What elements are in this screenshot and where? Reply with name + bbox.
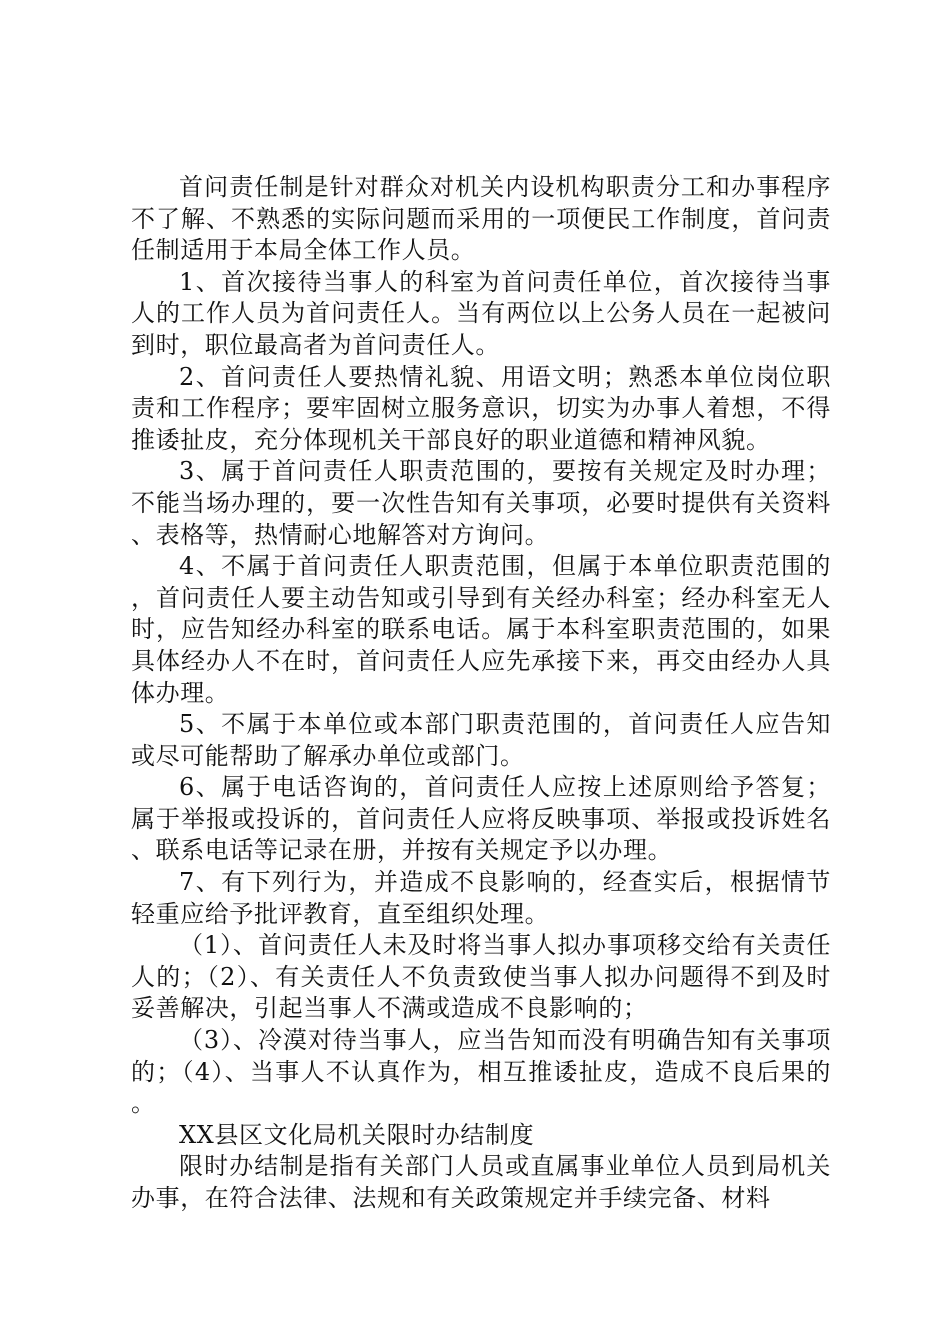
paragraph-time-limit-intro: 限时办结制是指有关部门人员或直属事业单位人员到局机关办事，在符合法律、法规和有关政策规定并手续完备、材料 [131,1152,831,1212]
section-heading: XX县区文化局机关限时办结制度 [179,1120,535,1149]
paragraph-subitems-1-2: （1）、首问责任人未及时将当事人拟办事项移交给有关责任人的；（2）、有关责任人不负责致使当事人拟办问题得不到及时妥善解决，引起当事人不满或造成不良影响的； [131,931,831,1023]
paragraph-item-5: 5、不属于本单位或本部门职责范围的，首问责任人应告知或尽可能帮助了解承办单位或部门。 [131,710,831,770]
paragraph-item-4: 4、不属于首问责任人职责范围，但属于本单位职责范围的，首问责任人要主动告知或引导到有关经办科室；经办科室无人时，应告知经办科室的联系电话。属于本科室职责范围的，如果具体经办人不在时，首问责任人应先承接下来，再交由经办人具体办理。 [131,552,831,707]
paragraph-item-1: 1、首次接待当事人的科室为首问责任单位，首次接待当事人的工作人员为首问责任人。当有两位以上公务人员在一起被问到时，职位最高者为首问责任人。 [131,267,831,359]
paragraph-item-3: 3、属于首问责任人职责范围的，要按有关规定及时办理；不能当场办理的，要一次性告知有关事项，必要时提供有关资料、表格等，热情耐心地解答对方询问。 [131,457,831,549]
paragraph-item-2: 2、首问责任人要热情礼貌、用语文明；熟悉本单位岗位职责和工作程序；要牢固树立服务意识，切实为办事人着想，不得推诿扯皮，充分体现机关干部良好的职业道德和精神风貌。 [131,362,831,454]
paragraph-subitems-3-4: （3）、冷漠对待当事人，应当告知而没有明确告知有关事项的；（4）、当事人不认真作为，相互推诿扯皮，造成不良后果的。 [131,1026,831,1118]
paragraph-item-7: 7、有下列行为，并造成不良影响的，经查实后，根据情节轻重应给予批评教育，直至组织处理。 [131,868,831,928]
paragraph-intro: 首问责任制是针对群众对机关内设机构职责分工和办事程序不了解、不熟悉的实际问题而采用的一项便民工作制度，首问责任制适用于本局全体工作人员。 [131,173,831,265]
document-body [131,172,831,1215]
paragraph-item-6: 6、属于电话咨询的，首问责任人应按上述原则给予答复；属于举报或投诉的，首问责任人应将反映事项、举报或投诉姓名、联系电话等记录在册，并按有关规定予以办理。 [131,773,831,865]
